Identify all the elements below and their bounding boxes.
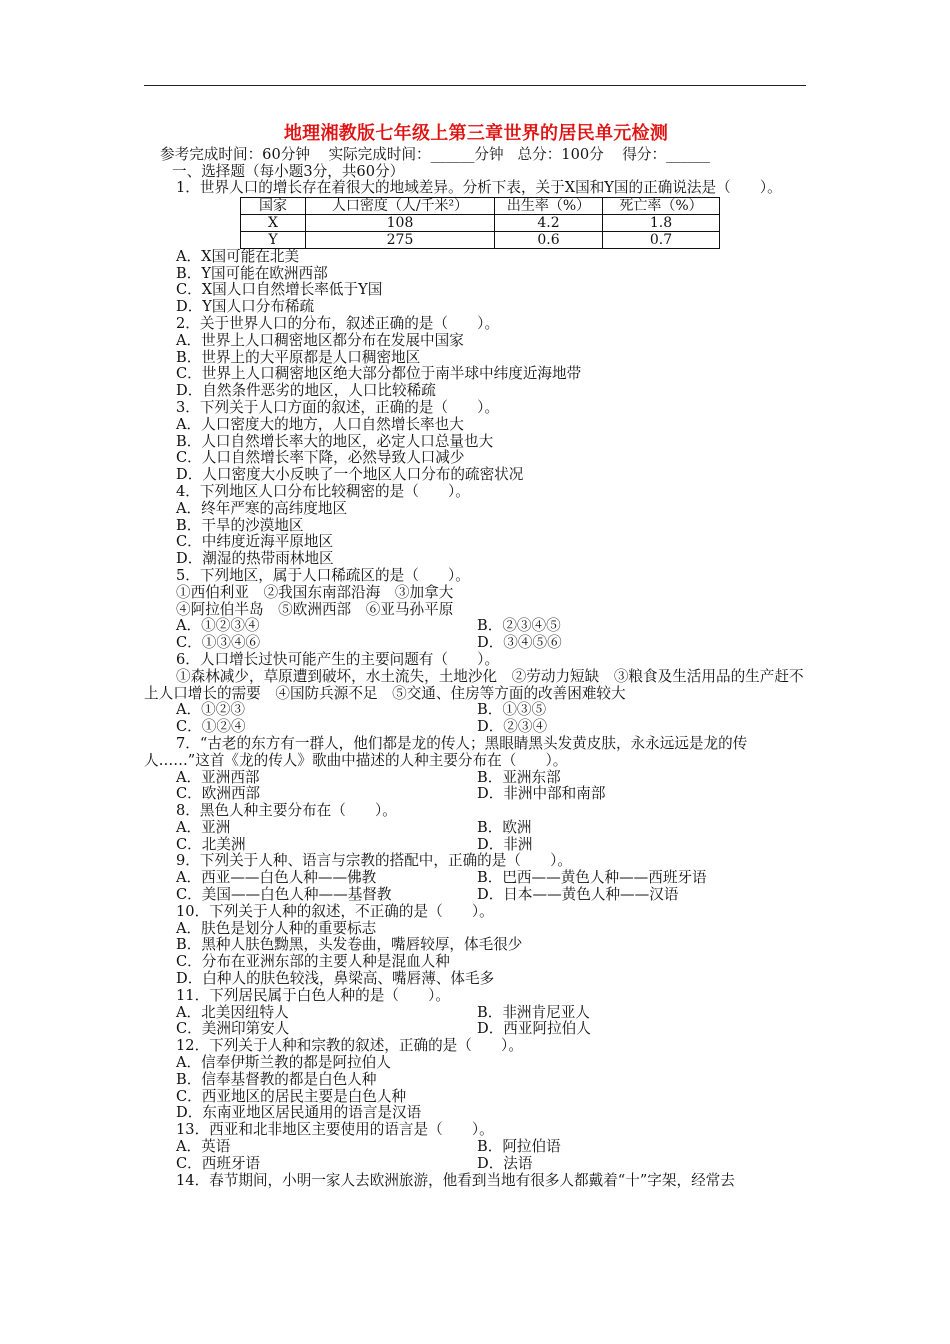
option-pair <box>144 618 808 635</box>
section-heading: 一、选择题（每小题3分，共60分） <box>172 163 405 180</box>
table-cell: 4.2 <box>495 214 603 231</box>
question-5-items: ④阿拉伯半岛 ⑤欧洲西部 ⑥亚马孙平原 <box>176 600 454 618</box>
question-8-stem: 8．黑色人种主要分布在（ ）。 <box>176 802 397 820</box>
option: D．法语 <box>477 1154 533 1172</box>
option: D．②③④ <box>477 718 548 736</box>
option: C．西班牙语 <box>176 1154 261 1172</box>
option: B．信奉基督教的都是白色人种 <box>176 1070 377 1088</box>
page-title: 地理湘教版七年级上第三章世界的居民单元检测 <box>283 123 669 144</box>
question-1-stem: 1．世界人口的增长存在着很大的地域差异。分析下表，关于X国和Y国的正确说法是（ ）。 <box>176 179 782 196</box>
question-12-stem: 12．下列关于人种和宗教的叙述，正确的是（ ）。 <box>176 1037 523 1055</box>
option-pair <box>144 719 808 736</box>
option: D．白种人的肤色较浅，鼻梁高、嘴唇薄、体毛多 <box>176 970 495 988</box>
option: B．①③⑤ <box>477 701 547 719</box>
option: D．潮湿的热带雨林地区 <box>176 550 334 568</box>
option-pair <box>144 1139 808 1156</box>
option: C．中纬度近海平原地区 <box>176 533 334 551</box>
option: C．美洲印第安人 <box>176 1020 290 1038</box>
option: B．非洲肯尼亚人 <box>477 1003 590 1021</box>
option-pair <box>144 770 808 787</box>
option: C．X国人口自然增长率低于Y国 <box>176 281 383 299</box>
option-pair <box>144 702 808 719</box>
option: D．③④⑤⑥ <box>477 634 562 652</box>
option: B．亚洲东部 <box>477 768 561 786</box>
option-pair <box>144 887 808 904</box>
option: C．美国——白色人种——基督教 <box>176 886 392 904</box>
question-14-stem: 14．春节期间，小明一家人去欧洲旅游，他看到当地有很多人都戴着“十”字架，经常去 <box>176 1171 735 1189</box>
table-row <box>241 214 720 231</box>
table-cell: 0.7 <box>603 231 720 248</box>
table-cell: 1.8 <box>603 214 720 231</box>
option: D．日本——黄色人种——汉语 <box>477 886 679 904</box>
exam-page <box>144 122 808 1189</box>
table-cell: 108 <box>306 214 495 231</box>
option: C．欧洲西部 <box>176 785 261 803</box>
question-5-items: ①西伯利亚 ②我国东南部沿海 ③加拿大 <box>176 583 454 601</box>
option: A．北美因纽特人 <box>176 1003 289 1021</box>
option: C．西亚地区的居民主要是白色人种 <box>176 1087 407 1105</box>
option: C．①③④⑥ <box>176 634 261 652</box>
question-13-stem: 13．西亚和北非地区主要使用的语言是（ ）。 <box>176 1121 494 1139</box>
option: C．世界上人口稠密地区绝大部分都位于南半球中纬度近海地带 <box>176 365 582 383</box>
option: B．Y国可能在欧洲西部 <box>176 264 328 282</box>
exam-meta: 参考完成时间：60分钟 实际完成时间：______分钟 总分：100分 得分：______ <box>160 146 710 163</box>
option-pair <box>144 1156 808 1173</box>
option: D．东南亚地区居民通用的语言是汉语 <box>176 1104 422 1122</box>
option: A．亚洲 <box>176 818 231 836</box>
table-header-cell: 人口密度（人/千米²） <box>306 197 495 214</box>
option: C．人口自然增长率下降，必然导致人口减少 <box>176 449 465 467</box>
option: B．巴西——黄色人种——西班牙语 <box>477 869 707 887</box>
table-row <box>241 231 720 248</box>
option: B．黑种人肤色黝黑，头发卷曲，嘴唇较厚，体毛很少 <box>176 936 523 954</box>
question-9-stem: 9．下列关于人种、语言与宗教的搭配中，正确的是（ ）。 <box>176 852 573 870</box>
option: B．世界上的大平原都是人口稠密地区 <box>176 348 421 366</box>
option: B．欧洲 <box>477 818 532 836</box>
option: C．北美洲 <box>176 835 246 853</box>
question-5-stem: 5．下列地区，属于人口稀疏区的是（ ）。 <box>176 566 470 584</box>
table-header-row <box>241 197 720 214</box>
question-3-stem: 3．下列关于人口方面的叙述，正确的是（ ）。 <box>176 398 500 416</box>
option: A．信奉伊斯兰教的都是阿拉伯人 <box>176 1054 391 1072</box>
table-header-cell: 出生率（%） <box>495 197 603 214</box>
option-pair <box>144 1005 808 1022</box>
question-4-stem: 4．下列地区人口分布比较稠密的是（ ）。 <box>176 482 470 500</box>
question-6-detail: ①森林减少，草原遭到破坏，水土流失，土地沙化 ②劳动力短缺 ③粮食及生活用品的生产赶不上人口增长的需要 ④国防兵源不足 ⑤交通、住房等方面的改善困难较大 <box>144 667 804 702</box>
table-header-cell: 国家 <box>241 197 306 214</box>
option: A．肤色是划分人种的重要标志 <box>176 919 377 937</box>
option: A．西亚——白色人种——佛教 <box>176 869 377 887</box>
option: D．非洲 <box>477 835 533 853</box>
option: A．人口密度大的地方，人口自然增长率也大 <box>176 415 464 433</box>
question-7-stem: 7．“古老的东方有一群人，他们都是龙的传人；黑眼睛黑头发黄皮肤，永永远远是龙的传人……”这首《龙的传人》歌曲中描述的人种主要分布在（ ）。 <box>144 734 748 769</box>
question-6-stem: 6．人口增长过快可能产生的主要问题有（ ）。 <box>176 650 500 668</box>
table-header-cell: 死亡率（%） <box>603 197 720 214</box>
option: D．人口密度大小反映了一个地区人口分布的疏密状况 <box>176 466 524 484</box>
option: D．自然条件恶劣的地区，人口比较稀疏 <box>176 382 436 400</box>
option-pair <box>144 635 808 652</box>
option: D．Y国人口分布稀疏 <box>176 298 315 316</box>
question-10-stem: 10．下列关于人种的叙述，不正确的是（ ）。 <box>176 902 494 920</box>
option: A．X国可能在北美 <box>176 247 300 265</box>
table-cell: 275 <box>306 231 495 248</box>
option: A．①②③ <box>176 701 245 719</box>
header-rule <box>144 85 806 86</box>
table-cell: X <box>241 214 306 231</box>
option: C．分布在亚洲东部的主要人种是混血人种 <box>176 953 450 971</box>
option-pair <box>144 837 808 854</box>
option: B．人口自然增长率大的地区，必定人口总量也大 <box>176 432 494 450</box>
option-pair <box>144 870 808 887</box>
option: C．①②④ <box>176 718 246 736</box>
population-table <box>240 197 720 249</box>
option: A．①②③④ <box>176 617 260 635</box>
option-pair <box>144 820 808 837</box>
option: B．②③④⑤ <box>477 617 561 635</box>
option: A．亚洲西部 <box>176 768 260 786</box>
table-cell: Y <box>241 231 306 248</box>
option: A．英语 <box>176 1138 231 1156</box>
option: D．西亚阿拉伯人 <box>477 1020 591 1038</box>
option-pair <box>144 1021 808 1038</box>
option: B．干旱的沙漠地区 <box>176 516 304 534</box>
option: A．世界上人口稠密地区都分布在发展中国家 <box>176 331 464 349</box>
table-cell: 0.6 <box>495 231 603 248</box>
option: A．终年严寒的高纬度地区 <box>176 499 348 517</box>
question-11-stem: 11．下列居民属于白色人种的是（ ）。 <box>176 986 450 1004</box>
question-2-stem: 2．关于世界人口的分布，叙述正确的是（ ）。 <box>176 314 500 332</box>
option: D．非洲中部和南部 <box>477 785 606 803</box>
option: B．阿拉伯语 <box>477 1138 561 1156</box>
option-pair <box>144 786 808 803</box>
